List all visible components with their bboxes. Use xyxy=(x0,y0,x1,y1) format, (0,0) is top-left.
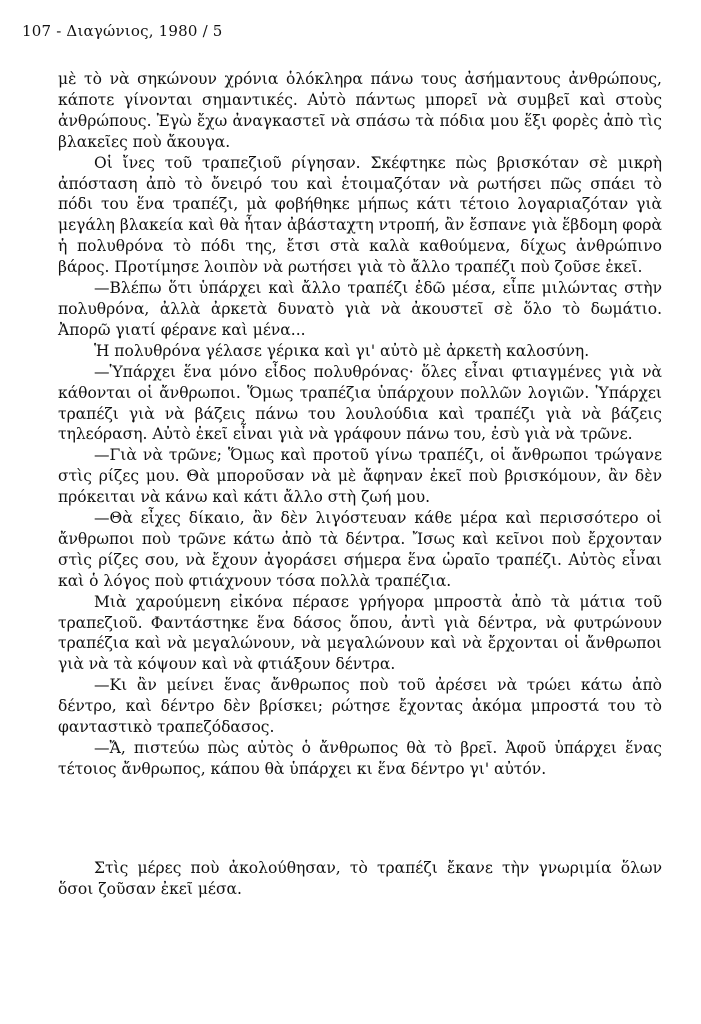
paragraph-6: —Γιὰ νὰ τρῶνε; Ὅμως καὶ προτοῦ γίνω τραπέζι, οἱ ἄνθρωποι τρώγανε στὶς ρίζες μου. Θὰ μποροῦσαν νὰ μὲ ἄφηναν ἐκεῖ ποὺ βρισκόμουν, ἂν δὲν πρόκειται νὰ κάνω καὶ κάτι ἄλλο στὴ ζωή μου. xyxy=(58,446,662,507)
paragraph-5: —Ὑπάρχει ἕνα μόνο εἶδος πολυθρόνας· ὅλες εἶναι φτιαγμένες γιὰ νὰ κάθονται οἱ ἄνθρωποι. Ὅμως τραπέζια ὑπάρχουν πολλῶν λογιῶν. Ὑπάρχει τραπέζι γιὰ νὰ βάζεις πάνω του λουλούδια καὶ τραπέζι γιὰ νὰ βάζεις τηλεόραση. Αὐτὸ ἐκεῖ εἶναι γιὰ νὰ γράφουν πάνω του, ἐσὺ γιὰ νὰ τρῶνε. xyxy=(58,362,662,444)
paragraph-1: μὲ τὸ νὰ σηκώνουν χρόνια ὁλόκληρα πάνω τους ἀσήμαντους ἀνθρώπους, κάποτε γίνονται σημαντικές. Αὐτὸ πάντως μπορεῖ νὰ συμβεῖ καὶ στοὺς ἀνθρώπους. Ἐγὼ ἔχω ἀναγκαστεῖ νὰ σπάσω τὰ πόδια μου ἕξι φορὲς ἀπὸ τὶς βλακεῖες ποὺ ἄκουγα. xyxy=(58,70,662,151)
paragraph-3: —Βλέπω ὅτι ὑπάρχει καὶ ἄλλο τραπέζι ἐδῶ μέσα, εἶπε μιλώντας στὴν πολυθρόνα, ἀλλὰ ἀρκετὰ δυνατὸ γιὰ νὰ ἀκουστεῖ σὲ ὅλο τὸ δωμάτιο. Ἀπορῶ γιατί φέρανε καὶ μένα... xyxy=(58,279,662,339)
paragraph-8: Μιὰ χαρούμενη εἰκόνα πέρασε γρήγορα μπροστὰ ἀπὸ τὰ μάτια τοῦ τραπεζιοῦ. Φαντάστηκε ἕνα δάσος ὅπου, ἀντὶ γιὰ δέντρα, νὰ φυτρώνουν τραπέζια καὶ νὰ μεγαλώνουν, νὰ μεγαλώνουν καὶ νὰ ἔρχονται οἱ ἄνθρωποι γιὰ νὰ τὰ κόψουν καὶ νὰ φτιάξουν δέντρα. xyxy=(58,592,662,674)
paragraph-10: —Ἄ, πιστεύω πὼς αὐτὸς ὁ ἄνθρωπος θὰ τὸ βρεῖ. Ἀφοῦ ὑπάρχει ἕνας τέτοιος ἄνθρωπος, κάπου θὰ ὑπάρχει κι ἕνα δέντρο γι' αὐτόν. xyxy=(58,739,662,778)
main-text xyxy=(58,69,662,780)
paragraph-2: Οἱ ἴνες τοῦ τραπεζιοῦ ρίγησαν. Σκέφτηκε πὼς βρισκόταν σὲ μικρὴ ἀπόσταση ἀπὸ τὸ ὄνειρό του καὶ ἑτοιμαζόταν νὰ ρωτήσει πῶς σπάει τὸ πόδι του ἕνα τραπέζι, μὰ φοβήθηκε μήπως κάτι τέτοιο λογαριαζόταν γιὰ μεγάλη βλακεία καὶ θὰ ἦταν ἀβάσταχτη ντροπή, ἂν ἔσπανε γιὰ ἕβδομη φορὰ ἡ πολυθρόνα τὸ πόδι της, ἔτσι στὰ καλὰ καθούμενα, δίχως ἀνθρώπινο βάρος. Προτίμησε λοιπὸν νὰ ρωτήσει γιὰ τὸ ἄλλο τραπέζι ποὺ ζοῦσε ἐκεῖ. xyxy=(58,153,662,277)
paragraph-9: —Κι ἂν μείνει ἕνας ἄνθρωπος ποὺ τοῦ ἀρέσει νὰ τρώει κάτω ἀπὸ δέντρο, καὶ δέντρο δὲν βρίσκει; ρώτησε ἔχοντας ἀκόμα μπροστά του τὸ φανταστικὸ τραπεζόδασος. xyxy=(58,676,662,737)
closing-text xyxy=(58,858,662,900)
closing-paragraph: Στὶς μέρες ποὺ ἀκολούθησαν, τὸ τραπέζι ἔκανε τὴν γνωριμία ὅλων ὅσοι ζοῦσαν ἐκεῖ μέσα. xyxy=(58,859,662,898)
page-header: 107 - Διαγώνιος, 1980 / 5 xyxy=(22,22,223,40)
paragraph-4: Ἡ πολυθρόνα γέλασε γέρικα καὶ γι' αὐτὸ μὲ ἀρκετὴ καλοσύνη. xyxy=(94,341,590,360)
paragraph-7: —Θὰ εἶχες δίκαιο, ἂν δὲν λιγόστευαν κάθε μέρα καὶ περισσότερο οἱ ἄνθρωποι ποὺ τρῶνε κάτω ἀπὸ τὰ δέντρα. Ἴσως καὶ κεῖνοι ποὺ ἔρχονταν στὶς ρίζες σου, νὰ ἔχουν ἀγοράσει σήμερα ἕνα ὡραῖο τραπέζι. Αὐτὸς εἶναι καὶ ὁ λόγος ποὺ φτιάχνουν τόσα πολλὰ τραπέζια. xyxy=(58,509,662,590)
